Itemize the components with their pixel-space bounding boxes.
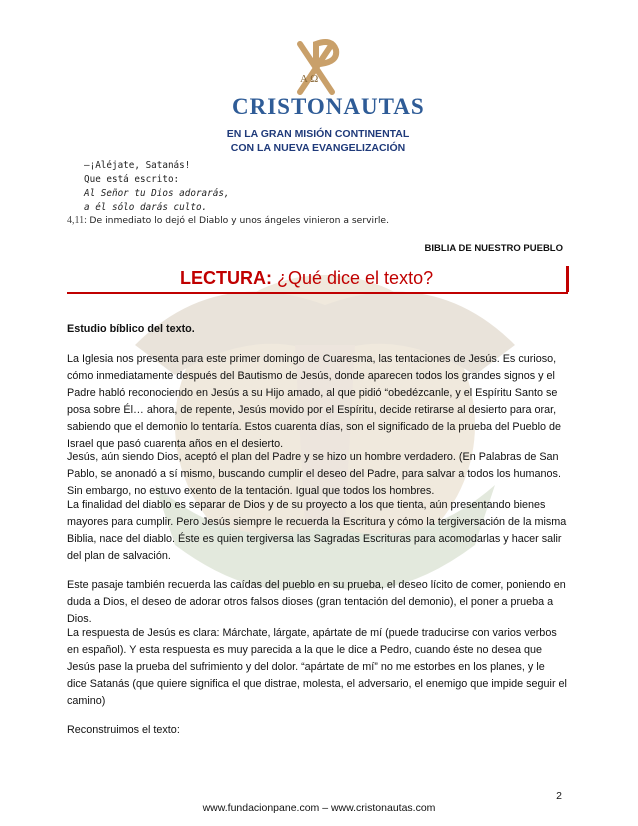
footer-links: www.fundacionpane.com – www.cristonautas.com xyxy=(202,802,436,814)
section-title-bold: LECTURA: xyxy=(180,268,272,288)
paragraph-6 xyxy=(67,722,567,739)
section-title xyxy=(180,268,433,289)
divider-tick xyxy=(566,266,569,292)
verse-text: De inmediato lo dejó el Diablo y unos ángeles vinieron a servirle. xyxy=(89,215,389,226)
paragraph-2 xyxy=(67,449,567,500)
brand-name: CRISTONAUTAS xyxy=(232,94,425,119)
verse-line-2: Que está escrito: xyxy=(84,174,180,185)
paragraph-4 xyxy=(67,577,567,628)
page-number: 2 xyxy=(556,790,562,802)
paragraph-1-text: La Iglesia nos presenta para este primer domingo de Cuaresma, las tentaciones de Jesús. Es curioso, cómo inmediatamente después del Bautismo de Jesús, donde aparecen todos los grandes signos y el Padre habló reconociendo en Jesús a su Hijo amado, al que pidió “obedézcanle, y el Espíritu Santo se posa sobre Él… ahora, de repente, Jesús movido por el Espíritu, decide retirarse al desierto para orar, sabiendo que el demonio lo tentaría. Estos cuarenta días, son el significado de la prueba del Pueblo de Israel que pasó cuarenta años en el desierto. xyxy=(67,353,561,450)
paragraph-1 xyxy=(67,351,567,453)
paragraph-5-text: La respuesta de Jesús es clara: Márchate, lárgate, apártate de mí (puede traducirse con varios verbos en español). Y esta respuesta es muy parecida a la que le dice a Pedro, cuando éste no desea que Jesús pase la prueba del sufrimiento y del dolor. “apártate de mí” no me estorbes en los planes, y le dice Satanás (que quiere significa el que distrae, molesta, el adversario, el enemigo que impide seguir el camino) xyxy=(67,627,567,707)
verse-line-5 xyxy=(67,215,389,226)
paragraph-4-text: Este pasaje también recuerda las caídas del pueblo en su prueba, el deseo lícito de comer, poniendo en duda a Dios, el deseo de adorar otros falsos dioses (gran tentación del demonio), el poner a prueba a Dios. xyxy=(67,579,566,625)
verse-line-4: a él sólo darás culto. xyxy=(84,202,208,213)
paragraph-3 xyxy=(67,497,567,565)
verse-line-3: Al Señor tu Dios adorarás, xyxy=(84,188,230,199)
paragraph-3-text: La finalidad del diablo es separar de Dios y de su proyecto a los que tienta, aún presentando bienes mayores para cumplir. Pero Jesús siempre le recuerda la Escritura y cómo la tergiversación de la misma Biblia, nace del diablo. Éste es quien tergiversa las Sagradas Escrituras para acomodarlas y hacer salir del plan de salvación. xyxy=(67,499,567,562)
verse-reference: 4,11: xyxy=(67,215,87,226)
header-line-2: CON LA NUEVA EVANGELIZACIÓN xyxy=(230,142,406,154)
alpha-omega-monogram: A Ω xyxy=(300,73,319,85)
paragraph-2-text: Jesús, aún siendo Dios, aceptó el plan del Padre y se hizo un hombre verdadero. (En Palabras de San Pablo, se anonadó a sí mismo, buscando cumplir el deseo del Padre, para salvar a todos los humanos. Sin embargo, no estuvo exento de la tentación. Igual que todos los hombres. xyxy=(67,451,561,497)
verse-line-1: —¡Aléjate, Satanás! xyxy=(84,160,191,171)
section-title-rest: ¿Qué dice el texto? xyxy=(272,268,434,288)
study-heading: Estudio bíblico del texto. xyxy=(67,323,195,335)
paragraph-5 xyxy=(67,625,567,710)
header-line-1: EN LA GRAN MISIÓN CONTINENTAL xyxy=(226,128,410,140)
paragraph-6-text: Reconstruimos el texto: xyxy=(67,724,180,736)
bible-source: BIBLIA DE NUESTRO PUEBLO xyxy=(424,243,563,254)
